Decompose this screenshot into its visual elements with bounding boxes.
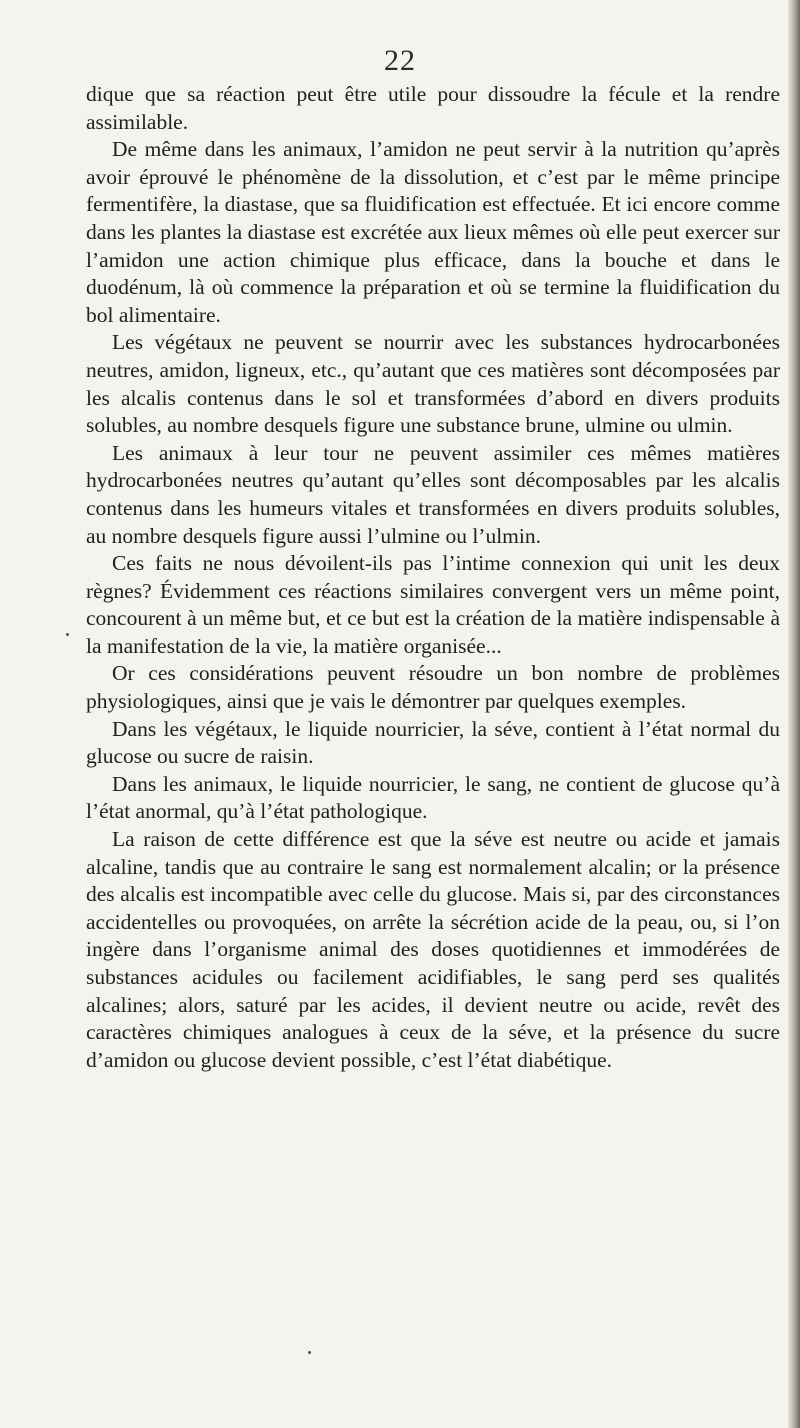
body-text [86, 81, 780, 1074]
paragraph-sang: Dans les animaux, le liquide nourricier, le sang, ne contient de glucose qu’à l’état anormal, qu’à l’état pathologique. [86, 771, 780, 824]
paper-speck [308, 1351, 311, 1354]
paragraph-connexion: Ces faits ne nous dévoilent-ils pas l’intime connexion qui unit les deux règnes? Évidemment ces réactions similaires convergent vers un même point, concourent à un même but, et ce but est la création de la matière indispensable à la manifestation de la vie, la matière organisée... [86, 551, 780, 658]
paragraph-seve: Dans les végétaux, le liquide nourricier, la séve, contient à l’état normal du glucose ou sucre de raisin. [86, 716, 780, 769]
page-number: 22 [384, 44, 416, 77]
paper-speck [66, 633, 69, 636]
paragraph-continuation: dique que sa réaction peut être utile pour dissoudre la fécule et la rendre assimilable. [86, 82, 780, 134]
paragraph-animaux: Les animaux à leur tour ne peuvent assimiler ces mêmes matières hydrocarbonées neutres qu’autant qu’elles sont décomposables par les alcalis contenus dans les humeurs vitales et transformées en divers produits solubles, au nombre desquels figure aussi l’ulmine ou l’ulmin. [86, 440, 780, 548]
paragraph-raison: La raison de cette différence est que la séve est neutre ou acide et jamais alcaline, tandis que au contraire le sang est normalement alcalin; or la présence des alcalis est incompatible avec celle du glucose. Mais si, par des circonstances accidentelles ou provoquées, on arrête la sécrétion acide de la peau, ou, si l’on ingère dans l’organisme animal des doses quotidiennes et immodérées de substances acidules ou facilement acidifiables, le sang perd ses qualités alcalines; alors, saturé par les acides, il devient neutre ou acide, revêt des caractères chimiques analogues à ceux de la séve, et la présence du sucre d’amidon ou glucose devient possible, c’est l’état diabétique. [86, 827, 780, 1072]
paragraph-amidon-animaux: De même dans les animaux, l’amidon ne peut servir à la nutrition qu’après avoir éprouvé le phénomène de la dissolution, et c’est par le même principe fermentifère, la diastase, que sa fluidification est effectuée. Et ici encore comme dans les plantes la diastase est excrétée aux lieux mêmes où elle peut exercer sur l’amidon une action chimique plus efficace, dans la bouche et dans le duodénum, là où commence la préparation et où se termine la fluidification du bol alimentaire. [86, 137, 780, 327]
paragraph-considerations: Or ces considérations peuvent résoudre un bon nombre de problèmes physiologiques, ainsi que je vais le démontrer par quelques exemples. [86, 661, 780, 714]
page-edge-shadow [788, 0, 800, 1428]
paragraph-vegetaux: Les végétaux ne peuvent se nourrir avec les substances hydrocarbonées neutres, amidon, ligneux, etc., qu’autant que ces matières sont décomposées par les alcalis contenus dans le sol et transformées d’abord en divers produits solubles, au nombre desquels figure une substance brune, ulmine ou ulmin. [86, 330, 780, 438]
